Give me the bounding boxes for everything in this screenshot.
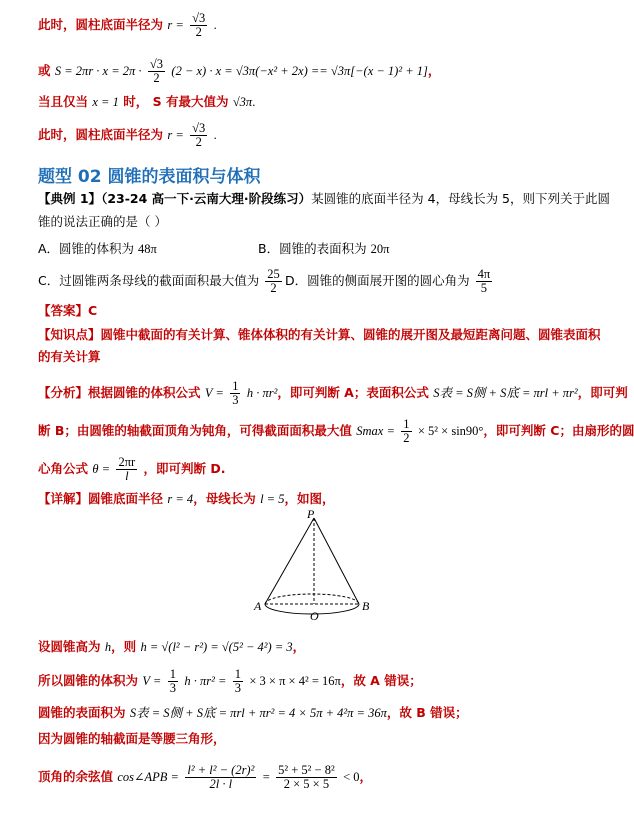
option-d: D．圆锥的侧面展开图的圆心角为 $\frac{4\pi}{5}$ — [285, 267, 491, 295]
option-a: A．圆锥的体积为 48π — [38, 241, 157, 256]
label-a: A — [254, 599, 262, 613]
label-o: O — [310, 609, 319, 623]
analysis-2: 断 B；由圆锥的轴截面顶角为钝角，可得截面面积最大值 Smax = $\frac{1}{2}$ × 5² × sin90°，即可判断 C；由扇形的圆 — [38, 417, 634, 445]
step-4: 因为圆锥的轴截面是等腰三角形， — [38, 731, 226, 746]
math: r = — [167, 18, 184, 32]
example-stem-2: 锥的说法正确的是（ ） — [38, 214, 167, 229]
fraction: $\frac{√3}{2}$ — [149, 57, 164, 85]
knowledge-1: 【知识点】圆锥中截面的有关计算、锥体体积的有关计算、圆锥的展开图及最短距离问题、圆锥表面积 — [38, 327, 601, 342]
analysis-1: 【分析】根据圆锥的体积公式 V = $\frac{1}{3}$ h · πr²，即可判断 A；表面积公式 S表 = S侧 + S底 = πrl + πr²，即可判 — [38, 379, 628, 407]
step-3: 圆锥的表面积为 S表 = S侧 + S底 = πrl + πr² = 4 × 5π + 4²π = 36π，故 B 错误； — [38, 705, 468, 720]
step-2: 所以圆锥的体积为 V = $\frac{1}{3}$ h · πr² = $\frac{1}{3}$ × 3 × π × 4² = 16π，故 A 错误； — [38, 667, 422, 695]
line-1: 此时，圆柱底面半径为 r = $\frac{√3}{2}$ . — [38, 11, 217, 39]
example-stem-1: 【典例 1】（23-24 高一下·云南大理·阶段练习）某圆锥的底面半径为 4，母线长为 5，则下列关于此圆 — [38, 191, 610, 206]
step-1: 设圆锥高为 h，则 h = √(l² − r²) = √(5² − 4²) = 3， — [38, 639, 306, 654]
text: 或 — [38, 63, 51, 78]
fraction: $\frac{√3}{2}$ — [192, 121, 206, 149]
text: 此时，圆柱底面半径为 — [38, 17, 164, 32]
line-2: 或 S = 2πr · x = 2π · $\frac{√3}{2}$ (2 − x) · x = √3π(−x² + 2x) == √3π[−(x − 1)² + 1]， — [38, 57, 441, 85]
math: S = 2πr · x = 2π · — [54, 64, 142, 78]
section-heading: 题型 02 圆锥的表面积与体积 — [38, 167, 261, 187]
line-4: 此时，圆柱底面半径为 r = $\frac{√3}{2}$ . — [38, 121, 217, 149]
option-c: C．过圆锥两条母线的截面面积最大值为 $\frac{25}{2}$ — [38, 267, 280, 295]
knowledge-2: 的有关计算 — [38, 349, 101, 364]
math: (2 − x) · x = √3π(−x² + 2x) == √3π[−(x − 1)² + 1] — [171, 64, 428, 78]
cone-figure — [250, 507, 380, 630]
line-3: 当且仅当 x = 1 时， S 有最大值为 √3π. — [38, 94, 256, 109]
step-5: 顶角的余弦值 cos∠APB = $\frac{\text{l² + l² − (2r)²}}{2l \cdot l}$ = $\frac{\text{5² + 5² − 8²}}{2 \times 5 \times 5}$ < 0， — [38, 763, 373, 791]
label-p: P — [307, 507, 315, 521]
option-b: B．圆锥的表面积为 20π — [258, 241, 390, 256]
answer: 【答案】C — [38, 303, 98, 318]
analysis-3: 心角公式 θ = $\frac{2\pi r}{l}$ ，即可判断 D. — [38, 455, 226, 483]
detail-1: 【详解】圆锥底面半径 r = 4，母线长为 l = 5，如图， — [38, 491, 335, 506]
label-b: B — [362, 599, 370, 613]
fraction: $\frac{√3}{2}$ — [192, 11, 206, 39]
